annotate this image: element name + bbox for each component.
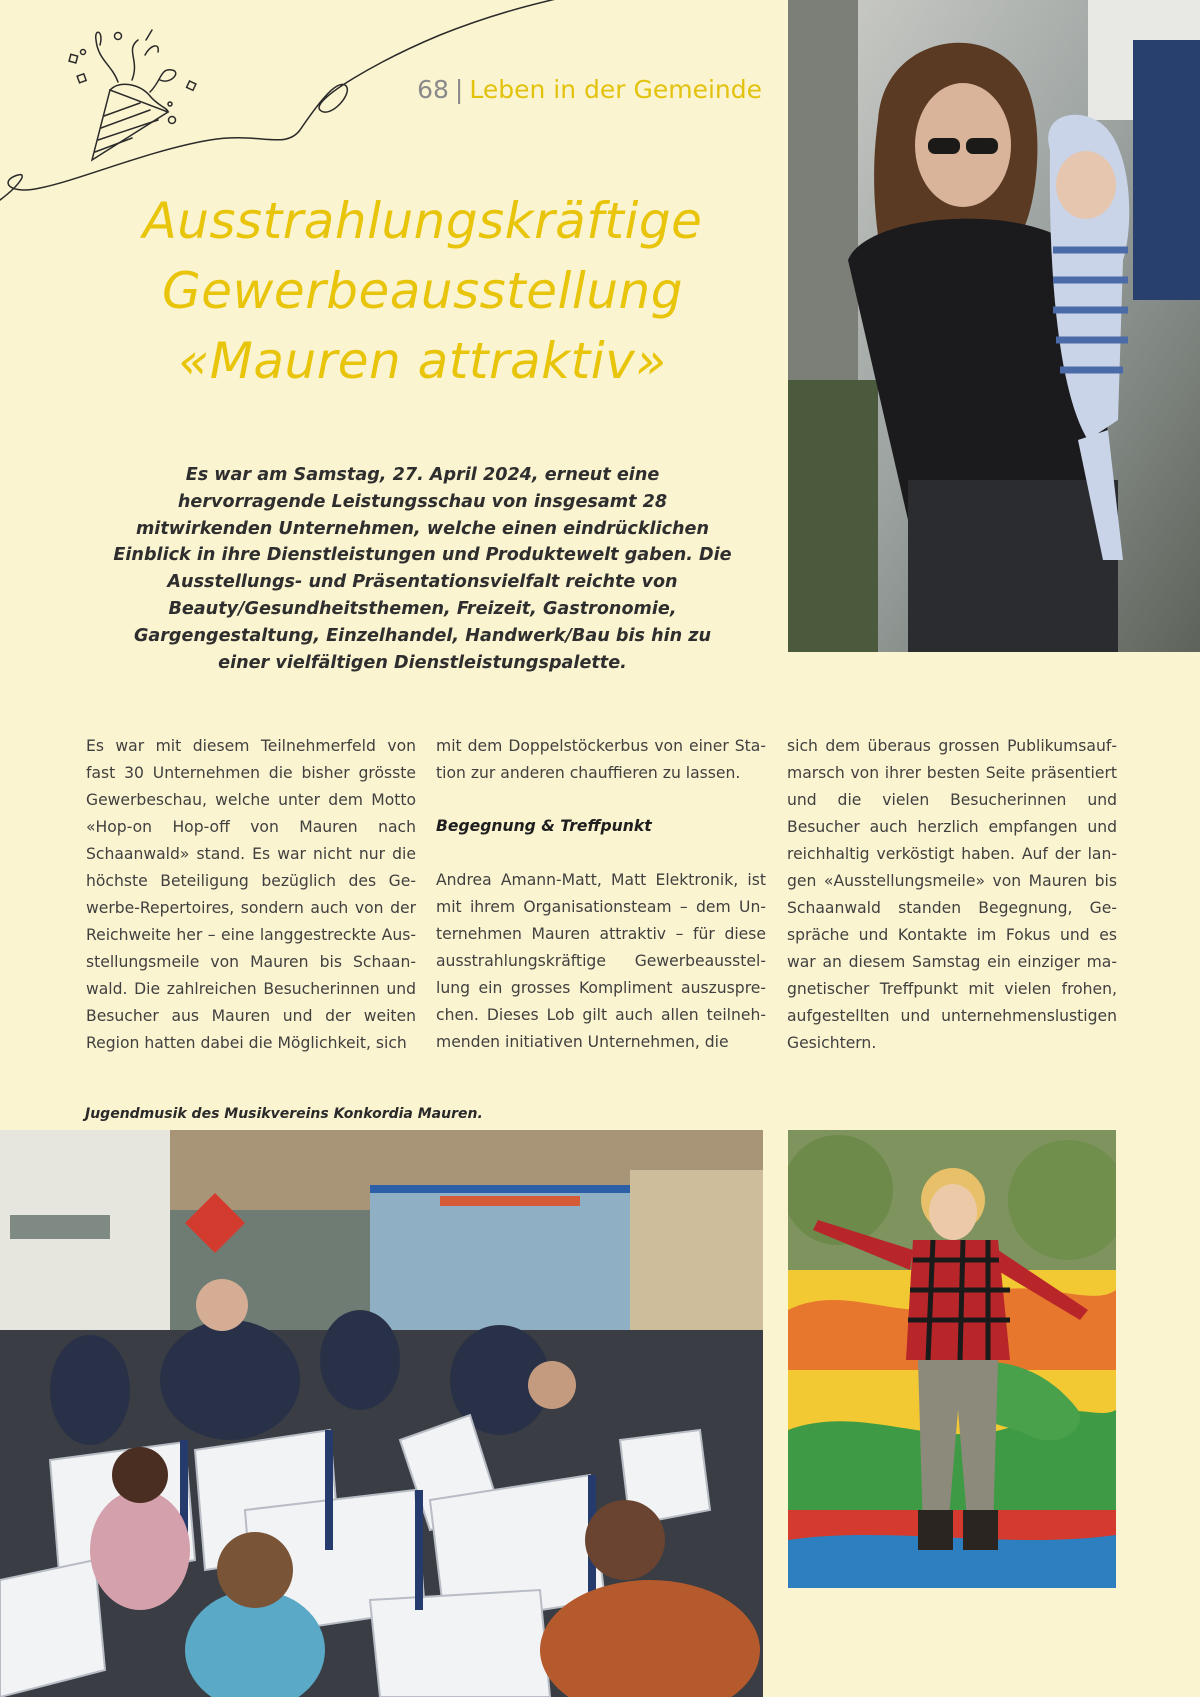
column-1-text: Es war mit diesem Teilnehmerfeld von fast 30 Unternehmen die bisher grösste Gewerbeschau, welche unter dem Motto «Hop-on Hop-off von Mauren nach Schaanwald» stand. Es war nicht nur die höchste Beteiligung bezüglich des Gewerbe-Repertoires, sondern auch von der Reichweite her – eine langgestreckte Ausstellungsmeile von Mauren bis Schaanwald. Die zahlreichen Besucherinnen und Besucher aus Mauren und der weiten Region hatten dabei die Möglichkeit, sich bbox=[86, 737, 416, 1052]
photo-woman-with-baby bbox=[788, 0, 1200, 652]
title-line-2: Gewerbeausstellung bbox=[162, 262, 683, 320]
section-title: Leben in der Gemeinde bbox=[469, 75, 762, 104]
header-separator: | bbox=[454, 75, 464, 104]
text-column-3 bbox=[787, 733, 1117, 1057]
photo-boy-bouncy-castle bbox=[788, 1130, 1116, 1588]
page-header bbox=[417, 72, 762, 108]
text-column-2 bbox=[436, 733, 766, 1056]
photo-caption: Jugendmusik des Musikvereins Konkordia Mauren. bbox=[85, 1106, 483, 1122]
article-title bbox=[60, 186, 785, 396]
title-line-3: «Mauren attraktiv» bbox=[178, 332, 667, 390]
lead-paragraph: Es war am Samstag, 27. April 2024, erneut eine hervorragende Leistungsschau von insgesamt 28 mitwirkenden Unternehmen, welche einen eindrücklichen Einblick in ihre Dienstleistungen und Produktewelt gaben. Die Ausstellungs- und Präsentationsvielfalt reichte von Beauty/Gesundheitsthemen, Freizeit, Gastronomie, Gargengestaltung, Einzelhandel, Handwerk/Bau bis hin zu einer vielfältigen Dienstleistungspalette. bbox=[113, 465, 732, 673]
page-number: 68 bbox=[417, 75, 449, 104]
column-2-body: Andrea Amann-Matt, Matt Elektronik, ist mit ihrem Organisationsteam – dem Unternehmen Mauren attraktiv – für diese ausstrahlungskräftige Gewerbeausstellung ein grosses Kompliment auszusprechen. Dieses Lob gilt auch allen teilnehmenden initiativen Unternehmen, die bbox=[436, 871, 766, 1051]
title-line-1: Ausstrahlungskräftige bbox=[142, 192, 703, 250]
text-column-1 bbox=[86, 733, 416, 1057]
column-2-intro: mit dem Doppelstöckerbus von einer Station zur anderen chauffieren zu lassen. bbox=[436, 737, 766, 782]
subheading: Begegnung & Treffpunkt bbox=[436, 817, 652, 835]
photo-youth-band bbox=[0, 1130, 763, 1697]
column-3-text: sich dem überaus grossen Publikumsaufmarsch von ihrer besten Seite präsentiert und die vielen Besucherinnen und Besucher auch herzlich empfangen und reichhaltig verköstigt haben. Auf der langen «Ausstellungsmeile» von Mauren bis Schaanwald standen Begegnung, Gespräche und Kontakte im Fokus und es war an diesem Samstag ein einziger magnetischer Treffpunkt mit vielen frohen, aufgestellten und unternehmenslustigen Gesichtern. bbox=[787, 737, 1117, 1052]
